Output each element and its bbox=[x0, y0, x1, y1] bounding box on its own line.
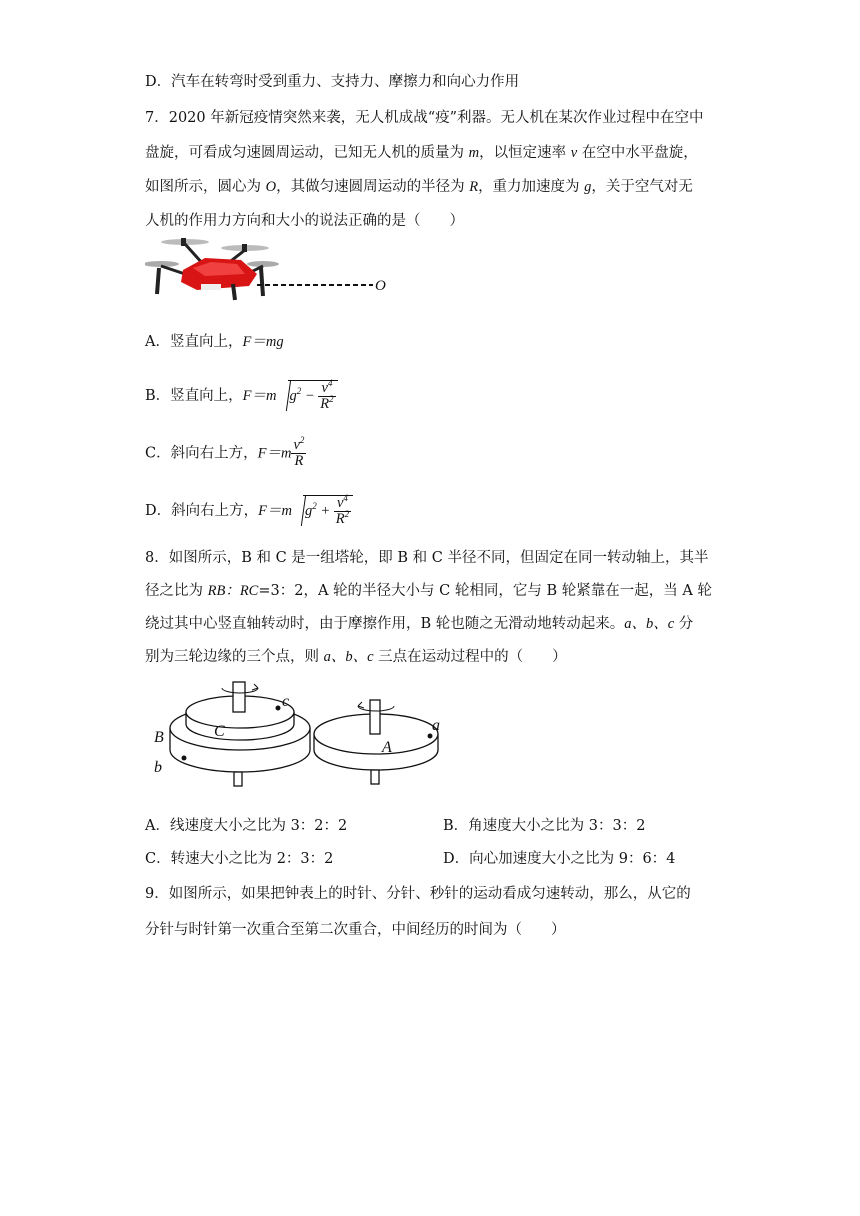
q7-stem-line4: 人机的作用力方向和大小的说法正确的是（ ） bbox=[145, 213, 464, 229]
q8-option-d: D．向心加速度大小之比为 9：6：4 bbox=[443, 851, 676, 867]
q7-option-a: A．竖直向上，F＝mg bbox=[145, 334, 284, 350]
q8-stem-line3: 绕过其中心竖直轴转动时，由于摩擦作用，B 轮也随之无滑动地转动起来。a、b、c 分 bbox=[145, 616, 694, 632]
q9-stem-line1: 9．如图所示，如果把钟表上的时针、分针、秒针的运动看成匀速转动，那么，从它的 bbox=[145, 886, 691, 902]
label-c-wheel: C bbox=[214, 723, 225, 740]
q9-stem-line2: 分针与时针第一次重合至第二次重合，中间经历的时间为（ ） bbox=[145, 922, 566, 938]
pulley-figure bbox=[148, 680, 458, 792]
q7-option-b: B．竖直向上，F＝m $g^2$ − $\frac{v^4}{R^2}$ bbox=[145, 380, 338, 412]
center-o-label: O bbox=[375, 278, 386, 294]
q8-option-a: A．线速度大小之比为 3：2：2 bbox=[145, 818, 348, 834]
label-b-wheel: B bbox=[154, 729, 164, 746]
q8-stem-line1: 8．如图所示，B 和 C 是一组塔轮，即 B 和 C 半径不同，但固定在同一转动轴上，其半 bbox=[145, 550, 709, 566]
label-b-point: b bbox=[154, 759, 162, 776]
q8-stem-line2: 径之比为 RB：RC=3：2，A 轮的半径大小与 C 轮相同，它与 B 轮紧靠在一起，当 A 轮 bbox=[145, 583, 712, 599]
q7-stem-line3: 如图所示，圆心为 O，其做匀速圆周运动的半径为 R，重力加速度为 g，关于空气对无 bbox=[145, 179, 693, 195]
q7-stem-line2: 盘旋，可看成匀速圆周运动，已知无人机的质量为 m，以恒定速率 v 在空中水平盘旋， bbox=[145, 145, 698, 161]
q8-option-b: B．角速度大小之比为 3：3：2 bbox=[443, 818, 646, 834]
q7-option-d: D．斜向右上方，F＝m $g^2$ + $\frac{v^4}{R^2}$ bbox=[145, 495, 353, 527]
q7-stem-line1: 7．2020 年新冠疫情突然来袭，无人机成战“疫”利器。无人机在某次作业过程中在空中 bbox=[145, 110, 704, 126]
label-c-point: c bbox=[282, 693, 290, 710]
drone-figure bbox=[145, 234, 395, 306]
label-a-point: a bbox=[432, 717, 440, 734]
q7-option-c: C．斜向右上方，F＝m $\frac{v^2}{R}$ bbox=[145, 435, 305, 469]
q8-option-c: C．转速大小之比为 2：3：2 bbox=[145, 851, 334, 867]
q6-option-d: D．汽车在转弯时受到重力、支持力、摩擦力和向心力作用 bbox=[145, 74, 520, 90]
q8-stem-line4: 别为三轮边缘的三个点，则 a、b、c 三点在运动过程中的（ ） bbox=[145, 649, 567, 665]
label-a-wheel: A bbox=[382, 739, 392, 756]
